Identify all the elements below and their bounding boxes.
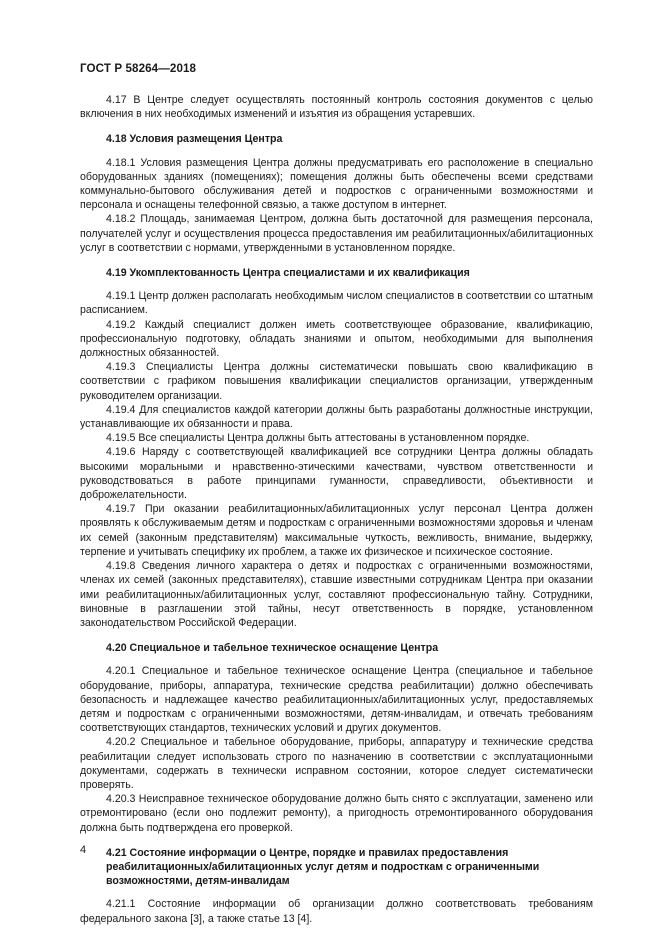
standard-header: ГОСТ Р 58264—2018: [80, 62, 197, 75]
section-heading-4-20: 4.20 Специальное и табельное техническое оснащение Центра: [106, 642, 439, 655]
paragraph-4-17: 4.17 В Центре следует осуществлять постоянный контроль состояния документов с целью включения в них необходимых изменений и изъятия из обращения устаревших.: [80, 94, 593, 121]
paragraph-4-20-1: 4.20.1 Специальное и табельное техническое оснащение Центра (специальное и табельное оборудование, приборы, аппаратура, технические средства реабилитации) должно обеспечивать безопасность и надлежащее качество реабилитационных/абилитационных услуг, предоставляемых детям и подросткам с ограниченными возможностями, детям-инвалидам, и отвечать требованиям соответствующих стандартов, технических условий и других документов.: [80, 665, 593, 735]
section-heading-4-21: 4.21 Состояние информации о Центре, порядке и правилах предоставления реабилитационных/абилитационных услуг детям и подросткам с ограниченными возможностями, детям-инвалидам: [106, 846, 540, 888]
section-heading-4-19: 4.19 Укомплектованность Центра специалистами и их квалификация: [106, 267, 470, 280]
paragraph-4-19-6: 4.19.6 Наряду с соответствующей квалификацией все сотрудники Центра должны обладать высокими моральными и нравственно-этическими качествами, чувством ответственности и руководствоваться в работе принципами гуманности, справедливости, объективности и доброжелательности.: [80, 446, 593, 502]
paragraph-4-19-5: 4.19.5 Все специалисты Центра должны быть аттестованы в установленном порядке.: [106, 432, 530, 445]
paragraph-4-19-7: 4.19.7 При оказании реабилитационных/абилитационных услуг персонал Центра должен проявлять к обслуживаемым детям и подросткам с ограниченными возможностями здоровья и членам их семей (законным представителям) максимальные чуткость, вежливость, внимание, выдержку, терпение и учитывать специфику их проблем, а также их физическое и психическое состояние.: [80, 503, 593, 558]
paragraph-4-20-3: 4.20.3 Неисправное техническое оборудование должно быть снято с эксплуатации, заменено или отремонтировано (если оно подлежит ремонту), а пригодность отремонтированного оборудования должна быть подтверждена его проверкой.: [80, 793, 593, 834]
paragraph-4-19-2: 4.19.2 Каждый специалист должен иметь соответствующее образование, квалификацию, профессиональную подготовку, обладать знаниями и опытом, необходимыми для выполнения должностных обязанностей.: [80, 318, 593, 360]
paragraph-4-20-2: 4.20.2 Специальное и табельное оборудование, приборы, аппаратуру и технические средства реабилитации следует использовать строго по назначению в соответствии с эксплуатационными документами, содержать в технически исправном состоянии, которое следует систематически проверять.: [80, 736, 593, 791]
paragraph-4-19-1: 4.19.1 Центр должен располагать необходимым числом специалистов в соответствии со штатным расписанием.: [80, 290, 593, 317]
paragraph-4-19-4: 4.19.4 Для специалистов каждой категории должны быть разработаны должностные инструкции, устанавливающие их обязанности и права.: [80, 403, 593, 431]
document-body: [80, 93, 593, 926]
section-heading-4-18: 4.18 Условия размещения Центра: [106, 133, 283, 146]
page-number: 4: [80, 844, 87, 856]
paragraph-4-21-1: 4.21.1 Состояние информации об организации должно соответствовать требованиям федерального закона [3], а также статье 13 [4].: [80, 898, 593, 925]
paragraph-4-19-8: 4.19.8 Сведения личного характера о детях и подростках с ограниченными возможностями, членах их семей (законных представителях), ставшие известными сотрудникам Центра при оказании ими реабилитационных/абилитационных услуг, составляют профессиональную тайну. Сотрудники, виновные в разглашении этой тайны, несут ответственность в порядке, установленном законодательством Российской Федерации.: [80, 560, 593, 629]
paragraph-4-19-3: 4.19.3 Специалисты Центра должны систематически повышать свою квалификацию в соответствии с графиком повышения квалификации специалистов организации, утвержденным руководителем организации.: [80, 361, 593, 402]
paragraph-4-18-2: 4.18.2 Площадь, занимаемая Центром, должна быть достаточной для размещения персонала, получателей услуг и осуществления процесса предоставления им реабилитационных/абилитационных услуг в соответствии с нормами, утвержденными в установленном порядке.: [80, 213, 593, 254]
paragraph-4-18-1: 4.18.1 Условия размещения Центра должны предусматривать его расположение в специально оборудованных зданиях (помещениях); помещения должны быть обеспечены всеми средствами коммунально-бытового обслуживания детей и подростков с ограниченными возможностями и персонала и оснащены телефонной связью, а также доступом в интернет.: [80, 156, 593, 212]
